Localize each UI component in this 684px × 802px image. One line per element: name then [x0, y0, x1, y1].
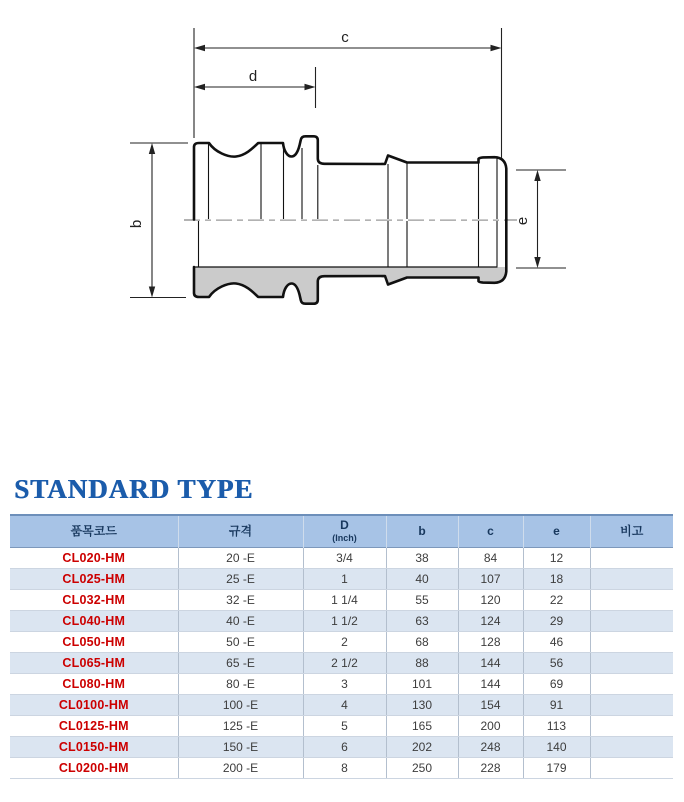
cell-b: 68	[386, 632, 458, 653]
cell-d_inch: 8	[303, 758, 386, 779]
table-row	[10, 716, 673, 737]
cell-code: CL025-HM	[10, 569, 178, 590]
header-item-code: 품목코드	[10, 515, 178, 548]
cell-code: CL065-HM	[10, 653, 178, 674]
cell-b: 250	[386, 758, 458, 779]
cell-b: 130	[386, 695, 458, 716]
cell-e: 140	[523, 737, 590, 758]
cell-spec: 20 -E	[178, 548, 303, 569]
cell-spec: 100 -E	[178, 695, 303, 716]
cell-c: 124	[458, 611, 523, 632]
cell-e: 46	[523, 632, 590, 653]
table-row	[10, 653, 673, 674]
cell-c: 228	[458, 758, 523, 779]
cell-e: 179	[523, 758, 590, 779]
section-title: STANDARD TYPE	[14, 474, 254, 504]
cell-note	[590, 674, 673, 695]
table-row	[10, 569, 673, 590]
cell-e: 12	[523, 548, 590, 569]
cell-note	[590, 548, 673, 569]
cell-e: 56	[523, 653, 590, 674]
header-d-inch: D (Inch)	[303, 515, 386, 548]
cell-e: 91	[523, 695, 590, 716]
cell-c: 128	[458, 632, 523, 653]
cell-code: CL050-HM	[10, 632, 178, 653]
cell-note	[590, 758, 673, 779]
header-spec: 규격	[178, 515, 303, 548]
dimension-d	[194, 67, 316, 108]
table-row	[10, 758, 673, 779]
cell-code: CL0150-HM	[10, 737, 178, 758]
cell-c: 154	[458, 695, 523, 716]
header-c: c	[458, 515, 523, 548]
cell-note	[590, 611, 673, 632]
cell-b: 38	[386, 548, 458, 569]
cell-spec: 32 -E	[178, 590, 303, 611]
cell-note	[590, 695, 673, 716]
cell-code: CL080-HM	[10, 674, 178, 695]
cell-code: CL0125-HM	[10, 716, 178, 737]
cell-b: 55	[386, 590, 458, 611]
dimension-e	[514, 170, 566, 268]
table-body	[10, 548, 673, 779]
dim-label-c: c	[341, 29, 349, 46]
cell-d_inch: 6	[303, 737, 386, 758]
dimension-c	[194, 28, 502, 158]
cell-e: 69	[523, 674, 590, 695]
header-note: 비고	[590, 515, 673, 548]
table-row	[10, 548, 673, 569]
cell-c: 107	[458, 569, 523, 590]
cell-note	[590, 653, 673, 674]
cell-spec: 65 -E	[178, 653, 303, 674]
cell-code: CL020-HM	[10, 548, 178, 569]
cell-spec: 80 -E	[178, 674, 303, 695]
dim-label-b: b	[128, 219, 145, 229]
part-upper-profile	[194, 136, 506, 266]
part-lower-section	[194, 220, 506, 304]
table-header-row	[10, 515, 673, 548]
table-row	[10, 611, 673, 632]
cell-b: 88	[386, 653, 458, 674]
cell-note	[590, 737, 673, 758]
cell-spec: 50 -E	[178, 632, 303, 653]
cell-d_inch: 3/4	[303, 548, 386, 569]
table-row	[10, 590, 673, 611]
cell-note	[590, 590, 673, 611]
table-row	[10, 632, 673, 653]
dim-label-e: e	[514, 216, 531, 226]
cell-b: 101	[386, 674, 458, 695]
header-d-inch-sub: (Inch)	[332, 532, 357, 543]
cell-spec: 25 -E	[178, 569, 303, 590]
cell-d_inch: 3	[303, 674, 386, 695]
cell-c: 144	[458, 653, 523, 674]
cell-code: CL0200-HM	[10, 758, 178, 779]
cell-b: 202	[386, 737, 458, 758]
cell-note	[590, 716, 673, 737]
cell-spec: 125 -E	[178, 716, 303, 737]
cell-code: CL032-HM	[10, 590, 178, 611]
cell-d_inch: 1 1/4	[303, 590, 386, 611]
cell-d_inch: 1	[303, 569, 386, 590]
header-e: e	[523, 515, 590, 548]
cell-code: CL040-HM	[10, 611, 178, 632]
cell-e: 18	[523, 569, 590, 590]
cell-b: 165	[386, 716, 458, 737]
cell-d_inch: 4	[303, 695, 386, 716]
cell-c: 200	[458, 716, 523, 737]
cell-spec: 40 -E	[178, 611, 303, 632]
cell-b: 63	[386, 611, 458, 632]
cell-b: 40	[386, 569, 458, 590]
table-row	[10, 695, 673, 716]
dim-label-d: d	[248, 68, 258, 85]
cell-e: 22	[523, 590, 590, 611]
cell-d_inch: 1 1/2	[303, 611, 386, 632]
cell-d_inch: 5	[303, 716, 386, 737]
cell-d_inch: 2	[303, 632, 386, 653]
cell-e: 113	[523, 716, 590, 737]
cell-c: 84	[458, 548, 523, 569]
cell-c: 248	[458, 737, 523, 758]
cell-c: 144	[458, 674, 523, 695]
cell-e: 29	[523, 611, 590, 632]
table-row	[10, 737, 673, 758]
cell-d_inch: 2 1/2	[303, 653, 386, 674]
cell-spec: 200 -E	[178, 758, 303, 779]
cell-note	[590, 569, 673, 590]
cell-code: CL0100-HM	[10, 695, 178, 716]
cell-spec: 150 -E	[178, 737, 303, 758]
spec-table	[10, 514, 673, 779]
cell-note	[590, 632, 673, 653]
dimension-b	[128, 143, 188, 298]
table-row	[10, 674, 673, 695]
cell-c: 120	[458, 590, 523, 611]
header-b: b	[386, 515, 458, 548]
